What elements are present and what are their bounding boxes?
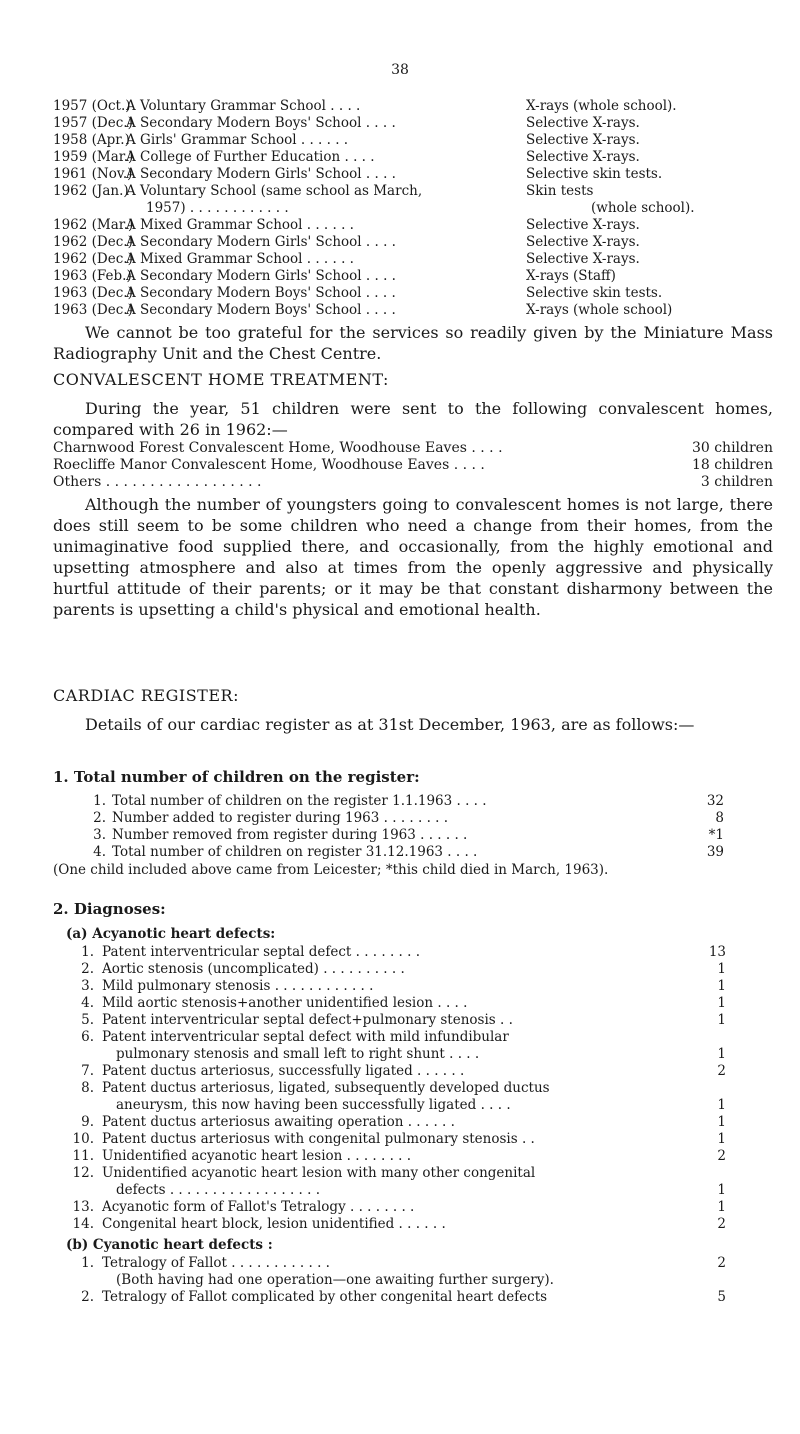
diagnosis-row (66, 1165, 726, 1182)
count-value: 39 (706, 844, 724, 860)
xray-result: Selective skin tests. (526, 166, 663, 182)
diagnosis-text: Patent ductus arteriosus with congenital pulmonary stenosis . . (102, 1131, 535, 1147)
diagnosis-number (66, 1046, 102, 1063)
xray-row (53, 183, 768, 200)
xray-school: A Mixed Grammar School . . . . . . (126, 251, 354, 267)
convalescent-heading: CONVALESCENT HOME TREATMENT: (53, 370, 389, 389)
diagnosis-row (66, 1097, 726, 1114)
xray-row (53, 132, 768, 149)
cardiac-heading: CARDIAC REGISTER: (53, 686, 239, 705)
convalescent-body: Although the number of youngsters going to convalescent homes is not large, there does still seem to be some children who need a change from their homes, from the unimaginative food supplied there, and occasionally, from the highly emotional and upsetting atmosphere and also at times from the openly aggressive and physically hurtful attitude of their parents; or it may be that constant disharmony between the parents is upsetting a child's physical and emotional health. (53, 495, 773, 619)
xray-date: 1963 (Dec.) (53, 302, 133, 318)
home-count: 30 children (691, 440, 773, 456)
diagnosis-count: 1 (717, 1097, 726, 1113)
count-value: *1 (708, 827, 724, 843)
diagnosis-row (66, 961, 726, 978)
xray-date: 1961 (Nov.) (53, 166, 133, 182)
diagnosis-count: 1 (717, 1114, 726, 1130)
diagnosis-number: 10. (72, 1131, 94, 1147)
diagnosis-count: 2 (717, 1216, 726, 1232)
xray-row (53, 115, 768, 132)
diagnosis-number: 6. (81, 1029, 94, 1045)
diagnosis-row (66, 1080, 726, 1097)
count-value: 8 (715, 810, 724, 826)
diagnosis-number: 2. (81, 1289, 94, 1305)
diagnosis-row (66, 1114, 726, 1131)
diagnosis-row (66, 1272, 726, 1289)
xray-school: A Secondary Modern Girls' School . . . . (126, 268, 396, 284)
cyanotic-list (66, 1255, 726, 1306)
count-text: Total number of children on register 31.12.1963 . . . . (112, 844, 478, 860)
xray-date: 1962 (Mar.) (53, 217, 134, 233)
diagnosis-text: Tetralogy of Fallot . . . . . . . . . . . . (102, 1255, 330, 1271)
diagnosis-text: Mild aortic stenosis+another unidentified lesion . . . . (102, 995, 468, 1011)
register-count-row (84, 844, 724, 861)
diagnosis-count: 1 (717, 1046, 726, 1062)
xray-school: A Secondary Modern Boys' School . . . . (126, 115, 396, 131)
diagnosis-number (66, 1097, 102, 1114)
diagnosis-count (696, 1080, 726, 1097)
diagnosis-text: Congenital heart block, lesion unidentified . . . . . . (102, 1216, 446, 1232)
diagnosis-row (66, 1216, 726, 1233)
convalescent-home-list (53, 440, 773, 491)
xray-school: A Voluntary School (same school as March, (126, 183, 423, 199)
diagnosis-text: aneurysm, this now having been successfully ligated . . . . (116, 1097, 511, 1113)
xray-school: A Secondary Modern Boys' School . . . . (126, 285, 396, 301)
diagnosis-count: 1 (717, 961, 726, 977)
diagnosis-number: 14. (72, 1216, 94, 1232)
diagnosis-count: 1 (717, 995, 726, 1011)
xray-result: Selective X-rays. (526, 251, 640, 267)
diagnosis-text: (Both having had one operation—one awaiting further surgery). (116, 1272, 554, 1288)
diagnosis-row (66, 1131, 726, 1148)
register-note: (One child included above came from Leicester; *this child died in March, 1963). (53, 862, 609, 878)
home-row (53, 474, 773, 491)
diagnosis-number: 9. (81, 1114, 94, 1130)
acyanotic-title: (a) Acyanotic heart defects: (66, 926, 276, 942)
home-count: 3 children (700, 474, 773, 490)
diagnosis-text: Unidentified acyanotic heart lesion . . . . . . . . (102, 1148, 412, 1164)
diagnosis-number: 1. (81, 1255, 94, 1271)
diagnosis-count (696, 1272, 726, 1289)
diagnosis-number: 1. (81, 944, 94, 960)
diagnosis-row (66, 1029, 726, 1046)
diagnosis-count (696, 1029, 726, 1046)
diagnosis-row (66, 1199, 726, 1216)
count-number: 3. (93, 827, 106, 843)
diagnosis-count: 2 (717, 1148, 726, 1164)
diagnosis-text: Tetralogy of Fallot complicated by other congenital heart defects (102, 1289, 548, 1305)
diagnosis-count: 5 (717, 1289, 726, 1305)
xray-result: Skin tests (526, 183, 594, 199)
xray-result: (whole school). (591, 200, 695, 216)
diagnosis-text: Mild pulmonary stenosis . . . . . . . . . . . . (102, 978, 374, 994)
xray-date (53, 200, 126, 217)
xray-date: 1962 (Dec.) (53, 234, 133, 250)
xray-result: Selective X-rays. (526, 132, 640, 148)
diagnosis-row (66, 1148, 726, 1165)
count-number: 4. (93, 844, 106, 860)
register-count-row (84, 810, 724, 827)
page-number: 38 (391, 62, 409, 78)
xray-result: Selective X-rays. (526, 234, 640, 250)
home-row (53, 440, 773, 457)
diagnosis-number: 12. (72, 1165, 94, 1181)
xray-row (53, 234, 768, 251)
home-name: Charnwood Forest Convalescent Home, Woodhouse Eaves . . . . (53, 440, 503, 456)
xray-row (53, 98, 768, 115)
diagnosis-text: pulmonary stenosis and small left to right shunt . . . . (116, 1046, 480, 1062)
xray-sessions-table (53, 98, 768, 319)
home-count: 18 children (691, 457, 773, 473)
diagnosis-text: Aortic stenosis (uncomplicated) . . . . . . . . . . (102, 961, 405, 977)
xray-date: 1957 (Dec.) (53, 115, 133, 131)
xray-date: 1959 (Mar.) (53, 149, 134, 165)
diagnosis-row (66, 995, 726, 1012)
xray-row (53, 217, 768, 234)
xray-row (53, 149, 768, 166)
xray-date: 1957 (Oct.) (53, 98, 131, 114)
xray-school: A Secondary Modern Girls' School . . . . (126, 166, 396, 182)
xray-school: 1957) . . . . . . . . . . . . (146, 200, 289, 216)
xray-date: 1963 (Feb.) (53, 268, 132, 284)
register-count-list (84, 793, 724, 861)
diagnosis-text: defects . . . . . . . . . . . . . . . . . . (116, 1182, 321, 1198)
diagnosis-text: Unidentified acyanotic heart lesion with many other congenital (102, 1165, 536, 1181)
diagnosis-text: Patent ductus arteriosus, successfully ligated . . . . . . (102, 1063, 465, 1079)
diagnosis-count: 1 (717, 1131, 726, 1147)
diagnosis-number: 3. (81, 978, 94, 994)
diagnosis-row (66, 1255, 726, 1272)
register-count-row (84, 793, 724, 810)
home-name: Roecliffe Manor Convalescent Home, Woodhouse Eaves . . . . (53, 457, 485, 473)
count-number: 1. (93, 793, 106, 809)
section-diagnoses-title: 2. Diagnoses: (53, 900, 166, 918)
xray-row (53, 166, 768, 183)
diagnosis-text: Patent interventricular septal defect . . . . . . . . (102, 944, 421, 960)
diagnosis-row (66, 1046, 726, 1063)
gratitude-paragraph: We cannot be too grateful for the services so readily given by the Miniature Mass Radiography Unit and the Chest Centre. (53, 323, 773, 363)
home-row (53, 457, 773, 474)
diagnosis-row (66, 944, 726, 961)
register-count-row (84, 827, 724, 844)
diagnosis-count: 2 (717, 1063, 726, 1079)
diagnosis-number: 2. (81, 961, 94, 977)
diagnosis-text: Patent ductus arteriosus, ligated, subsequently developed ductus (102, 1080, 550, 1096)
diagnosis-count (696, 1165, 726, 1182)
count-number: 2. (93, 810, 106, 826)
home-name: Others . . . . . . . . . . . . . . . . . . (53, 474, 262, 490)
xray-row (53, 302, 768, 319)
diagnosis-number: 8. (81, 1080, 94, 1096)
xray-date: 1963 (Dec.) (53, 285, 133, 301)
diagnosis-count: 1 (717, 1182, 726, 1198)
diagnosis-count: 1 (717, 978, 726, 994)
diagnosis-number: 7. (81, 1063, 94, 1079)
diagnosis-row (66, 1063, 726, 1080)
xray-date: 1958 (Apr.) (53, 132, 130, 148)
diagnosis-text: Patent interventricular septal defect with mild infundibular (102, 1029, 509, 1045)
xray-school: A Mixed Grammar School . . . . . . (126, 217, 354, 233)
section-total-title: 1. Total number of children on the register: (53, 768, 420, 786)
xray-row (53, 251, 768, 268)
xray-result: X-rays (whole school). (526, 98, 677, 114)
xray-date: 1962 (Dec.) (53, 251, 133, 267)
diagnosis-count: 2 (717, 1255, 726, 1271)
diagnosis-number: 5. (81, 1012, 94, 1028)
count-value: 32 (706, 793, 724, 809)
xray-school: A Secondary Modern Boys' School . . . . (126, 302, 396, 318)
diagnosis-row (66, 1012, 726, 1029)
xray-date: 1962 (Jan.) (53, 183, 129, 199)
diagnosis-count: 1 (717, 1012, 726, 1028)
diagnosis-number: 4. (81, 995, 94, 1011)
xray-result: X-rays (Staff) (526, 268, 616, 284)
xray-row (53, 268, 768, 285)
acyanotic-list (66, 944, 726, 1233)
diagnosis-row (66, 1182, 726, 1199)
count-text: Number removed from register during 1963 . . . . . . (112, 827, 468, 843)
diagnosis-row (66, 978, 726, 995)
diagnosis-count: 1 (717, 1199, 726, 1215)
diagnosis-number: 13. (72, 1199, 94, 1215)
diagnosis-text: Patent interventricular septal defect+pulmonary stenosis . . (102, 1012, 513, 1028)
diagnosis-count: 13 (708, 944, 726, 960)
xray-result: Selective X-rays. (526, 115, 640, 131)
diagnosis-number (66, 1272, 102, 1289)
xray-result: Selective X-rays. (526, 149, 640, 165)
cardiac-intro: Details of our cardiac register as at 31st December, 1963, are as follows:— (85, 715, 695, 734)
xray-row (53, 200, 768, 217)
diagnosis-text: Acyanotic form of Fallot's Tetralogy . . . . . . . . (102, 1199, 415, 1215)
xray-school: A Secondary Modern Girls' School . . . . (126, 234, 396, 250)
xray-school: A Girls' Grammar School . . . . . . (126, 132, 349, 148)
xray-result: Selective skin tests. (526, 285, 663, 301)
diagnosis-number: 11. (72, 1148, 94, 1164)
xray-school: A Voluntary Grammar School . . . . (126, 98, 361, 114)
xray-result: Selective X-rays. (526, 217, 640, 233)
diagnosis-text: Patent ductus arteriosus awaiting operation . . . . . . (102, 1114, 455, 1130)
diagnosis-row (66, 1289, 726, 1306)
cyanotic-title: (b) Cyanotic heart defects : (66, 1237, 273, 1253)
xray-school: A College of Further Education . . . . (126, 149, 375, 165)
xray-row (53, 285, 768, 302)
convalescent-intro: During the year, 51 children were sent to the following convalescent homes, compared with 26 in 1962:— (53, 399, 773, 439)
xray-result: X-rays (whole school) (526, 302, 673, 318)
count-text: Number added to register during 1963 . . . . . . . . (112, 810, 449, 826)
count-text: Total number of children on the register 1.1.1963 . . . . (112, 793, 487, 809)
diagnosis-number (66, 1182, 102, 1199)
